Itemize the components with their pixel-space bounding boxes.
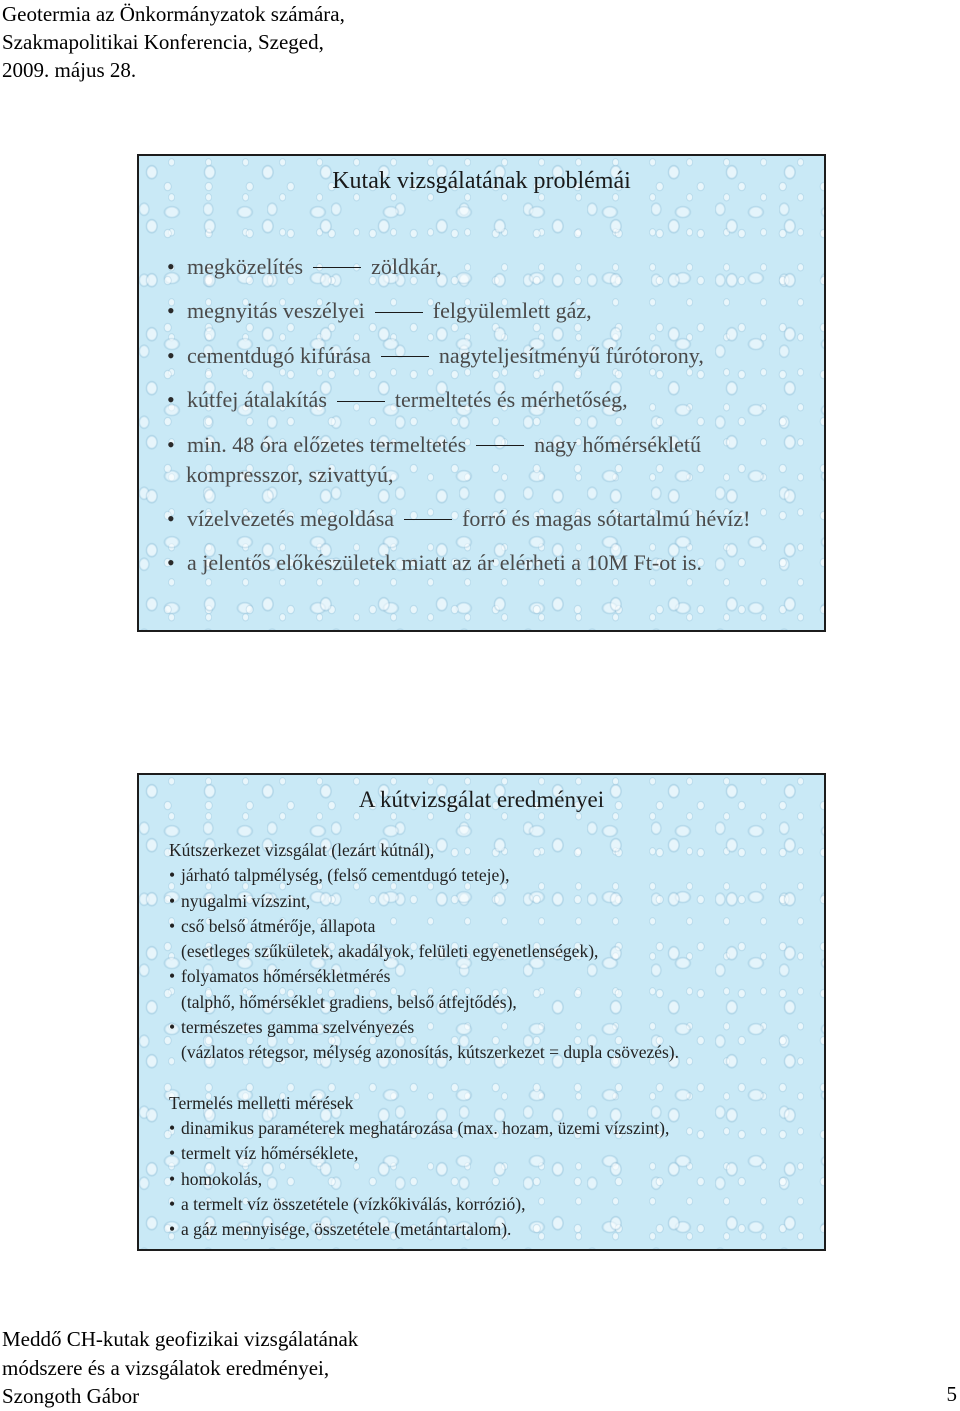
bullet-icon: • [169,1143,176,1164]
slide-1 [137,154,826,632]
page-footer [2,1325,358,1411]
bullet-icon: • [167,431,175,457]
page-number: 5 [946,1382,957,1406]
list-item-detail: (vázlatos rétegsor, mélység azonosítás, kútszerkezet = dupla csövezés). [181,1042,680,1063]
list-item: • kútfej átalakítás termeltetés és mérhetőség, [167,385,750,415]
bullet-icon: • [169,1117,176,1138]
page-header [2,0,345,84]
spacer [169,1066,679,1091]
bullet-icon: • [169,1193,176,1214]
list-item: • a jelentős előkészületek miatt az ár elérheti a 10M Ft-ot is. [167,548,750,578]
list-item: • min. 48 óra előzetes termeltetés nagy hőmérsékletű kompresszor, szivattyú, [167,431,701,487]
slide-1-title: Kutak vizsgálatának problémái [332,168,631,194]
dash-icon [313,267,361,268]
slide-2 [137,773,826,1251]
bullet-icon: • [169,1219,176,1240]
bullet-icon: • [167,342,175,368]
list-item: • természetes gamma szelvényezés [169,1015,679,1040]
list-item: • cső belső átmérője, állapota [169,914,679,939]
dash-icon [381,356,429,357]
dash-icon [476,445,524,446]
dash-icon [337,401,385,402]
bullet-icon: • [167,505,175,531]
bullet-icon: • [167,387,175,413]
footer-line-2: módszere és a vizsgálatok eredményei, [2,1355,330,1380]
bullet-icon: • [169,966,176,987]
footer-author: Szongoth Gábor [2,1384,140,1408]
list-item: • megnyitás veszélyei felgyülemlett gáz, [167,296,750,326]
list-item: • folyamatos hőmérsékletmérés [169,964,679,989]
header-line-3: 2009. május 28. [2,58,137,82]
dash-icon [375,312,423,313]
list-item: • homokolás, [169,1167,679,1192]
section-heading: Termelés melletti mérések [169,1092,354,1113]
list-item: • vízelvezetés megoldása forró és magas sótartalmú hévíz! [167,504,750,534]
dash-icon [404,519,452,520]
header-line-2: Szakmapolitikai Konferencia, Szeged, [2,30,324,54]
list-item: • termelt víz hőmérséklete, [169,1141,679,1166]
bullet-icon: • [169,1168,176,1189]
bullet-icon: • [169,865,176,886]
list-item: • a gáz mennyisége, összetétele (metántartalom). [169,1217,679,1242]
slide-1-list [167,252,750,593]
bullet-icon: • [169,915,176,936]
list-item: • dinamikus paraméterek meghatározása (max. hozam, üzemi vízszint), [169,1116,679,1141]
list-item: • cementdugó kifúrása nagyteljesítményű fúrótorony, [167,341,750,371]
list-item: • járható talpmélység, (felső cementdugó teteje), [169,863,679,888]
slide-2-body [169,838,679,1242]
list-item-detail: (esetleges szűkületek, akadályok, felületi egyenetlenségek), [181,941,599,962]
list-item: • a termelt víz összetétele (vízkőkiválás, korrózió), [169,1192,679,1217]
section-heading: Kútszerkezet vizsgálat (lezárt kútnál), [169,840,435,860]
bullet-icon: • [169,890,176,911]
bullet-icon: • [167,254,175,279]
list-item-detail: (talphő, hőmérséklet gradiens, belső átfejtődés), [181,991,517,1012]
bullet-icon: • [167,550,175,576]
footer-line-1: Meddő CH-kutak geofizikai vizsgálatának [2,1327,359,1351]
list-item: • megközelítés zöldkár, [167,252,750,282]
list-item: • nyugalmi vízszint, [169,889,679,914]
bullet-icon: • [169,1017,176,1038]
header-line-1: Geotermia az Önkormányzatok számára, [2,2,345,26]
slide-2-title: A kútvizsgálat eredményei [358,787,605,812]
bullet-icon: • [167,298,175,324]
